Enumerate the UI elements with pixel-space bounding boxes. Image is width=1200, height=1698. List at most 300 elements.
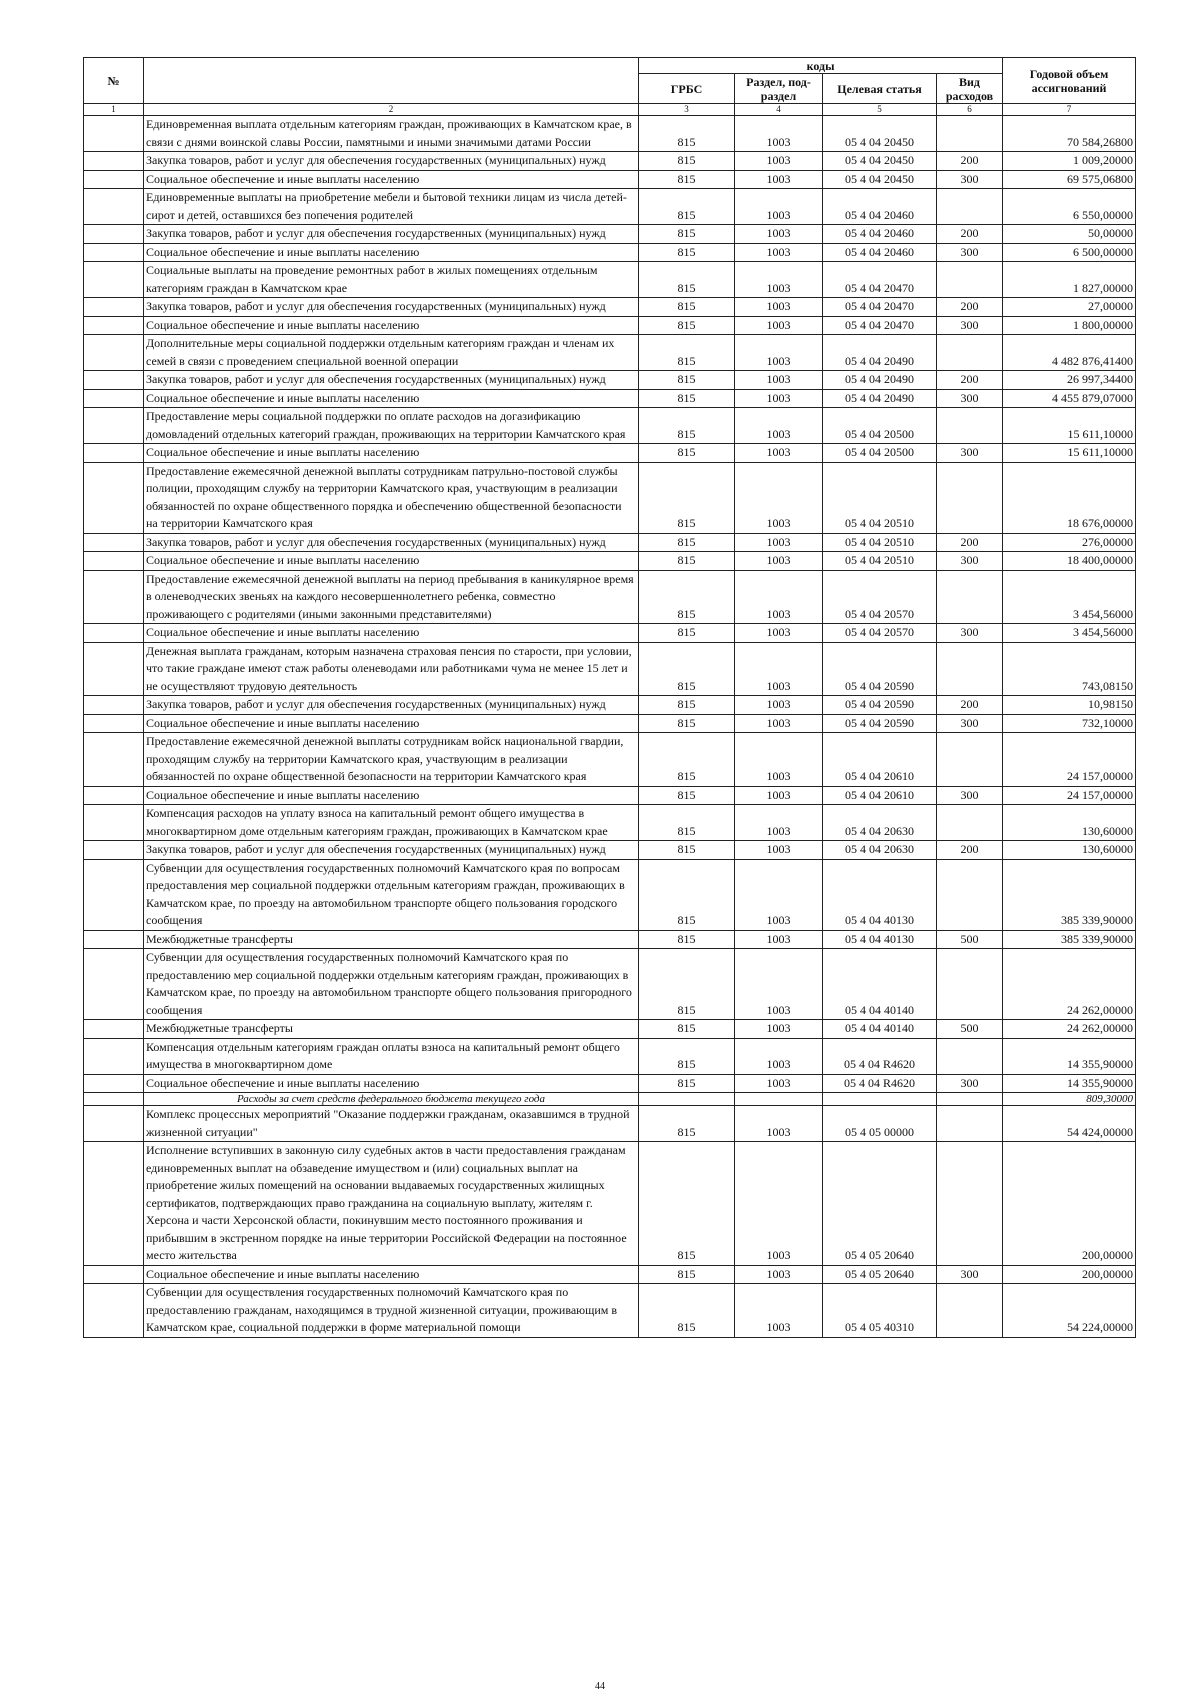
cell-cs: 05 4 05 00000: [823, 1106, 937, 1142]
cell-grbs: 815: [639, 152, 735, 171]
table-row: [84, 1142, 1136, 1266]
cell-grbs: 815: [639, 642, 735, 696]
cell-rz: 1003: [735, 733, 823, 787]
col-number: 4: [735, 104, 823, 116]
cell-desc: Субвенции для осуществления государственных полномочий Камчатского края по вопросам предоставления мер социальной поддержки отдельным категориям граждан, проживающих в Камчатском крае, по проезду на автомобильном транспорте общего пользования городского сообщения: [144, 859, 639, 930]
cell-vr: 200: [937, 371, 1003, 390]
cell-sum: 4 482 876,41400: [1003, 335, 1136, 371]
cell-cs: 05 4 04 20630: [823, 841, 937, 860]
cell-num: [84, 262, 144, 298]
cell-cs: 05 4 04 20510: [823, 533, 937, 552]
cell-rz: 1003: [735, 841, 823, 860]
table-row: [84, 930, 1136, 949]
table-row: [84, 335, 1136, 371]
cell-vr: [937, 1093, 1003, 1106]
cell-num: [84, 408, 144, 444]
cell-cs: 05 4 04 20460: [823, 243, 937, 262]
cell-desc: Социальное обеспечение и иные выплаты населению: [144, 444, 639, 463]
table-row: [84, 462, 1136, 533]
cell-grbs: 815: [639, 243, 735, 262]
table-row: [84, 316, 1136, 335]
cell-num: [84, 335, 144, 371]
cell-grbs: 815: [639, 570, 735, 624]
col-number: 3: [639, 104, 735, 116]
header-annual: Годовой объем ассигнований: [1003, 58, 1136, 104]
cell-grbs: 815: [639, 262, 735, 298]
cell-grbs: 815: [639, 714, 735, 733]
cell-rz: 1003: [735, 189, 823, 225]
cell-rz: 1003: [735, 170, 823, 189]
cell-vr: [937, 189, 1003, 225]
cell-vr: [937, 733, 1003, 787]
cell-cs: 05 4 04 20590: [823, 642, 937, 696]
cell-grbs: 815: [639, 371, 735, 390]
cell-desc: Социальное обеспечение и иные выплаты населению: [144, 1074, 639, 1093]
cell-grbs: 815: [639, 533, 735, 552]
cell-desc: Предоставление ежемесячной денежной выплаты сотрудникам войск национальной гвардии, проходящим службу на территории Камчатского края, участвующим в реализации обязанностей по охране общественной безопасности на территории Камчатского края: [144, 733, 639, 787]
cell-grbs: 815: [639, 170, 735, 189]
cell-num: [84, 225, 144, 244]
cell-vr: [937, 335, 1003, 371]
cell-sum: 4 455 879,07000: [1003, 389, 1136, 408]
cell-cs: 05 4 04 40140: [823, 1020, 937, 1039]
cell-sum: 24 262,00000: [1003, 1020, 1136, 1039]
cell-cs: 05 4 04 20610: [823, 786, 937, 805]
cell-sum: 10,98150: [1003, 696, 1136, 715]
cell-grbs: 815: [639, 389, 735, 408]
table-row: [84, 570, 1136, 624]
cell-cs: 05 4 04 20450: [823, 170, 937, 189]
cell-num: [84, 733, 144, 787]
cell-rz: 1003: [735, 408, 823, 444]
cell-grbs: 815: [639, 1074, 735, 1093]
cell-sum: 130,60000: [1003, 805, 1136, 841]
cell-cs: 05 4 04 R4620: [823, 1038, 937, 1074]
cell-grbs: 815: [639, 1106, 735, 1142]
cell-cs: [823, 1093, 937, 1106]
cell-desc: Закупка товаров, работ и услуг для обеспечения государственных (муниципальных) нужд: [144, 152, 639, 171]
cell-cs: 05 4 04 20470: [823, 316, 937, 335]
cell-rz: 1003: [735, 152, 823, 171]
cell-vr: [937, 642, 1003, 696]
cell-rz: 1003: [735, 316, 823, 335]
cell-num: [84, 841, 144, 860]
cell-num: [84, 949, 144, 1020]
cell-rz: 1003: [735, 1265, 823, 1284]
header-target: Целевая статья: [823, 74, 937, 104]
table-row: [84, 642, 1136, 696]
cell-vr: 200: [937, 841, 1003, 860]
cell-desc: Социальное обеспечение и иные выплаты населению: [144, 786, 639, 805]
cell-grbs: 815: [639, 552, 735, 571]
cell-cs: 05 4 04 20490: [823, 371, 937, 390]
cell-vr: [937, 1284, 1003, 1338]
cell-grbs: 815: [639, 335, 735, 371]
cell-sum: 3 454,56000: [1003, 570, 1136, 624]
table-row: [84, 152, 1136, 171]
cell-rz: 1003: [735, 335, 823, 371]
cell-sum: 6 500,00000: [1003, 243, 1136, 262]
col-number: 2: [144, 104, 639, 116]
cell-cs: 05 4 04 20450: [823, 152, 937, 171]
cell-vr: 300: [937, 1074, 1003, 1093]
cell-desc: Закупка товаров, работ и услуг для обеспечения государственных (муниципальных) нужд: [144, 841, 639, 860]
table-row: [84, 1106, 1136, 1142]
cell-sum: 1 800,00000: [1003, 316, 1136, 335]
cell-desc: Денежная выплата гражданам, которым назначена страховая пенсия по старости, при условии, что такие граждане имеют стаж работы оленеводами или работниками чума не менее 15 лет и не осуществляют трудовую деятельность: [144, 642, 639, 696]
cell-cs: 05 4 04 40140: [823, 949, 937, 1020]
table-row: [84, 552, 1136, 571]
cell-num: [84, 570, 144, 624]
cell-num: [84, 316, 144, 335]
cell-cs: 05 4 05 20640: [823, 1265, 937, 1284]
table-row: [84, 189, 1136, 225]
table-row: [84, 116, 1136, 152]
cell-grbs: 815: [639, 462, 735, 533]
cell-desc: Предоставление меры социальной поддержки по оплате расходов на догазификацию домовладений отдельных категорий граждан, проживающих на территории Камчатского края: [144, 408, 639, 444]
cell-num: [84, 930, 144, 949]
cell-vr: 500: [937, 930, 1003, 949]
cell-rz: 1003: [735, 714, 823, 733]
header-num: №: [84, 58, 144, 104]
cell-num: [84, 1074, 144, 1093]
cell-desc: Закупка товаров, работ и услуг для обеспечения государственных (муниципальных) нужд: [144, 696, 639, 715]
table-row: [84, 408, 1136, 444]
cell-cs: 05 4 04 20590: [823, 714, 937, 733]
cell-desc: Закупка товаров, работ и услуг для обеспечения государственных (муниципальных) нужд: [144, 533, 639, 552]
cell-desc: Компенсация расходов на уплату взноса на капитальный ремонт общего имущества в многоквартирном доме отдельным категориям граждан, проживающих в Камчатском крае: [144, 805, 639, 841]
cell-vr: 300: [937, 243, 1003, 262]
header-blank: [144, 58, 639, 104]
table-row: [84, 225, 1136, 244]
cell-rz: 1003: [735, 805, 823, 841]
cell-rz: 1003: [735, 696, 823, 715]
cell-cs: 05 4 05 20640: [823, 1142, 937, 1266]
cell-sum: 1 827,00000: [1003, 262, 1136, 298]
cell-grbs: [639, 1093, 735, 1106]
cell-desc: Комплекс процессных мероприятий "Оказание поддержки гражданам, оказавшимся в трудной жизненной ситуации": [144, 1106, 639, 1142]
cell-grbs: 815: [639, 116, 735, 152]
cell-num: [84, 552, 144, 571]
cell-vr: [937, 1038, 1003, 1074]
cell-sum: 743,08150: [1003, 642, 1136, 696]
cell-num: [84, 1106, 144, 1142]
cell-sum: 385 339,90000: [1003, 859, 1136, 930]
cell-vr: [937, 859, 1003, 930]
cell-sum: 26 997,34400: [1003, 371, 1136, 390]
cell-rz: 1003: [735, 225, 823, 244]
cell-num: [84, 1020, 144, 1039]
cell-num: [84, 696, 144, 715]
cell-grbs: 815: [639, 316, 735, 335]
table-row: [84, 1265, 1136, 1284]
cell-desc: Социальное обеспечение и иные выплаты населению: [144, 316, 639, 335]
cell-rz: 1003: [735, 298, 823, 317]
cell-sum: 50,00000: [1003, 225, 1136, 244]
cell-vr: 500: [937, 1020, 1003, 1039]
cell-sum: 6 550,00000: [1003, 189, 1136, 225]
cell-num: [84, 624, 144, 643]
cell-vr: 300: [937, 1265, 1003, 1284]
cell-cs: 05 4 04 20610: [823, 733, 937, 787]
cell-sum: 200,00000: [1003, 1142, 1136, 1266]
header-exp-type: Вид расходов: [937, 74, 1003, 104]
cell-sum: 24 157,00000: [1003, 786, 1136, 805]
cell-cs: 05 4 04 20570: [823, 624, 937, 643]
cell-cs: 05 4 05 40310: [823, 1284, 937, 1338]
cell-grbs: 815: [639, 930, 735, 949]
cell-rz: 1003: [735, 462, 823, 533]
cell-num: [84, 786, 144, 805]
cell-desc: Социальное обеспечение и иные выплаты населению: [144, 624, 639, 643]
cell-desc: Социальное обеспечение и иные выплаты населению: [144, 389, 639, 408]
cell-sum: 200,00000: [1003, 1265, 1136, 1284]
table-row: [84, 624, 1136, 643]
cell-desc: Социальное обеспечение и иные выплаты населению: [144, 714, 639, 733]
cell-grbs: 815: [639, 1265, 735, 1284]
cell-vr: 300: [937, 170, 1003, 189]
cell-rz: 1003: [735, 786, 823, 805]
table-row: [84, 262, 1136, 298]
cell-rz: 1003: [735, 262, 823, 298]
page-number: 44: [595, 1681, 605, 1692]
table-row: [84, 371, 1136, 390]
cell-vr: 200: [937, 533, 1003, 552]
table-row: [84, 714, 1136, 733]
cell-desc: Исполнение вступивших в законную силу судебных актов в части предоставления гражданам единовременных выплат на обзаведение имуществом и (или) социальных выплат на приобретение жилых помещений на основании выдаваемых государственных жилищных сертификатов, подтверждающих право гражданина на социальную выплату, жителям г. Херсона и части Херсонской области, покинувшим место постоянного проживания и прибывшим в экстренном порядке на иные территории Российской Федерации на постоянное место жительства: [144, 1142, 639, 1266]
cell-rz: 1003: [735, 1038, 823, 1074]
cell-grbs: 815: [639, 786, 735, 805]
cell-cs: 05 4 04 40130: [823, 930, 937, 949]
cell-sum: 130,60000: [1003, 841, 1136, 860]
table-body: [84, 116, 1136, 1338]
cell-rz: 1003: [735, 533, 823, 552]
cell-rz: 1003: [735, 859, 823, 930]
cell-sum: 24 157,00000: [1003, 733, 1136, 787]
cell-sum: 18 400,00000: [1003, 552, 1136, 571]
budget-table-container: [83, 57, 1135, 1338]
header-codes: коды: [639, 58, 1003, 74]
cell-num: [84, 243, 144, 262]
cell-vr: 300: [937, 389, 1003, 408]
cell-num: [84, 152, 144, 171]
cell-rz: 1003: [735, 1106, 823, 1142]
cell-desc: Компенсация отдельным категориям граждан оплаты взноса на капитальный ремонт общего имущества в многоквартирном доме: [144, 1038, 639, 1074]
table-row: [84, 444, 1136, 463]
cell-rz: 1003: [735, 444, 823, 463]
cell-grbs: 815: [639, 696, 735, 715]
table-row: [84, 170, 1136, 189]
cell-vr: 200: [937, 152, 1003, 171]
col-number: 7: [1003, 104, 1136, 116]
cell-grbs: 815: [639, 408, 735, 444]
cell-vr: 300: [937, 316, 1003, 335]
table-row: [84, 1093, 1136, 1106]
cell-sum: 1 009,20000: [1003, 152, 1136, 171]
cell-sum: 732,10000: [1003, 714, 1136, 733]
cell-grbs: 815: [639, 624, 735, 643]
cell-rz: 1003: [735, 570, 823, 624]
cell-desc: Субвенции для осуществления государственных полномочий Камчатского края по предоставлению мер социальной поддержки отдельным категориям граждан, проживающих в Камчатском крае, по проезду на автомобильном транспорте общего пользования пригородного сообщения: [144, 949, 639, 1020]
cell-cs: 05 4 04 20470: [823, 262, 937, 298]
cell-desc: Социальное обеспечение и иные выплаты населению: [144, 243, 639, 262]
cell-num: [84, 642, 144, 696]
cell-cs: 05 4 04 20490: [823, 335, 937, 371]
cell-grbs: 815: [639, 298, 735, 317]
cell-num: [84, 298, 144, 317]
cell-sum: 27,00000: [1003, 298, 1136, 317]
cell-vr: 200: [937, 696, 1003, 715]
cell-vr: 300: [937, 624, 1003, 643]
cell-rz: 1003: [735, 1074, 823, 1093]
cell-sum: 69 575,06800: [1003, 170, 1136, 189]
cell-rz: 1003: [735, 949, 823, 1020]
cell-vr: [937, 1142, 1003, 1266]
table-row: [84, 243, 1136, 262]
cell-cs: 05 4 04 40130: [823, 859, 937, 930]
table-row: [84, 389, 1136, 408]
cell-rz: 1003: [735, 552, 823, 571]
cell-rz: 1003: [735, 116, 823, 152]
cell-desc: Социальное обеспечение и иные выплаты населению: [144, 552, 639, 571]
cell-vr: 200: [937, 225, 1003, 244]
cell-grbs: 815: [639, 1284, 735, 1338]
cell-desc: Единовременная выплата отдельным категориям граждан, проживающих в Камчатском крае, в связи с днями воинской славы России, памятными и иными значимыми датами России: [144, 116, 639, 152]
cell-desc: Расходы за счет средств федерального бюджета текущего года: [144, 1093, 639, 1106]
cell-cs: 05 4 04 20570: [823, 570, 937, 624]
cell-rz: 1003: [735, 642, 823, 696]
cell-grbs: 815: [639, 1020, 735, 1039]
cell-cs: 05 4 04 20630: [823, 805, 937, 841]
header-grbs: ГРБС: [639, 74, 735, 104]
cell-cs: 05 4 04 20510: [823, 552, 937, 571]
cell-grbs: 815: [639, 859, 735, 930]
cell-num: [84, 189, 144, 225]
cell-vr: [937, 1106, 1003, 1142]
cell-desc: Предоставление ежемесячной денежной выплаты сотрудникам патрульно-постовой службы полиции, проходящим службу на территории Камчатского края, участвующим в реализации обязанностей по охране общественного порядка и обеспечению общественной безопасности на территории Камчатского края: [144, 462, 639, 533]
cell-desc: Закупка товаров, работ и услуг для обеспечения государственных (муниципальных) нужд: [144, 298, 639, 317]
cell-sum: 14 355,90000: [1003, 1074, 1136, 1093]
table-row: [84, 1020, 1136, 1039]
table-row: [84, 805, 1136, 841]
cell-desc: Дополнительные меры социальной поддержки отдельным категориям граждан и членам их семей в связи с проведением специальной военной операции: [144, 335, 639, 371]
cell-sum: 15 611,10000: [1003, 444, 1136, 463]
cell-cs: 05 4 04 20470: [823, 298, 937, 317]
cell-cs: 05 4 04 20460: [823, 225, 937, 244]
cell-num: [84, 116, 144, 152]
table-row: [84, 696, 1136, 715]
table-row: [84, 859, 1136, 930]
cell-num: [84, 371, 144, 390]
cell-sum: 385 339,90000: [1003, 930, 1136, 949]
cell-rz: 1003: [735, 624, 823, 643]
cell-rz: 1003: [735, 389, 823, 408]
cell-sum: 24 262,00000: [1003, 949, 1136, 1020]
cell-vr: [937, 805, 1003, 841]
table-row: [84, 298, 1136, 317]
cell-rz: 1003: [735, 930, 823, 949]
cell-rz: 1003: [735, 1284, 823, 1338]
cell-desc: Единовременные выплаты на приобретение мебели и бытовой техники лицам из числа детей-сирот и детей, оставшихся без попечения родителей: [144, 189, 639, 225]
cell-rz: 1003: [735, 1142, 823, 1266]
cell-num: [84, 444, 144, 463]
cell-num: [84, 1284, 144, 1338]
cell-sum: 54 224,00000: [1003, 1284, 1136, 1338]
cell-grbs: 815: [639, 1038, 735, 1074]
cell-vr: [937, 570, 1003, 624]
cell-num: [84, 1038, 144, 1074]
cell-sum: 54 424,00000: [1003, 1106, 1136, 1142]
cell-sum: 15 611,10000: [1003, 408, 1136, 444]
col-number: 1: [84, 104, 144, 116]
cell-desc: Закупка товаров, работ и услуг для обеспечения государственных (муниципальных) нужд: [144, 371, 639, 390]
cell-desc: Субвенции для осуществления государственных полномочий Камчатского края по предоставлению гражданам, находящимся в трудной жизненной ситуации, проживающим в Камчатском крае, социальной поддержки в форме материальной помощи: [144, 1284, 639, 1338]
table-header: [84, 58, 1136, 116]
cell-vr: [937, 462, 1003, 533]
cell-vr: 200: [937, 298, 1003, 317]
cell-cs: 05 4 04 20510: [823, 462, 937, 533]
table-row: [84, 786, 1136, 805]
table-row: [84, 841, 1136, 860]
cell-num: [84, 805, 144, 841]
cell-cs: 05 4 04 20490: [823, 389, 937, 408]
cell-cs: 05 4 04 20450: [823, 116, 937, 152]
cell-desc: Предоставление ежемесячной денежной выплаты на период пребывания в каникулярное время в оленеводческих звеньях на каждого несовершеннолетнего ребенка, совместно проживающего с родителями (иными законными представителями): [144, 570, 639, 624]
cell-cs: 05 4 04 20590: [823, 696, 937, 715]
cell-vr: 300: [937, 714, 1003, 733]
cell-grbs: 815: [639, 189, 735, 225]
cell-desc: Межбюджетные трансферты: [144, 930, 639, 949]
cell-num: [84, 533, 144, 552]
cell-grbs: 815: [639, 733, 735, 787]
cell-desc: Социальные выплаты на проведение ремонтных работ в жилых помещениях отдельным категориям граждан в Камчатском крае: [144, 262, 639, 298]
cell-grbs: 815: [639, 841, 735, 860]
cell-desc: Закупка товаров, работ и услуг для обеспечения государственных (муниципальных) нужд: [144, 225, 639, 244]
cell-cs: 05 4 04 20460: [823, 189, 937, 225]
cell-vr: [937, 262, 1003, 298]
cell-num: [84, 389, 144, 408]
cell-sum: 809,30000: [1003, 1093, 1136, 1106]
cell-desc: Социальное обеспечение и иные выплаты населению: [144, 170, 639, 189]
cell-vr: [937, 949, 1003, 1020]
cell-cs: 05 4 04 20500: [823, 444, 937, 463]
budget-table: [83, 57, 1136, 1338]
cell-desc: Межбюджетные трансферты: [144, 1020, 639, 1039]
cell-num: [84, 1265, 144, 1284]
cell-rz: 1003: [735, 371, 823, 390]
col-number: 6: [937, 104, 1003, 116]
cell-vr: 300: [937, 552, 1003, 571]
col-number: 5: [823, 104, 937, 116]
cell-grbs: 815: [639, 1142, 735, 1266]
table-row: [84, 1074, 1136, 1093]
cell-sum: 276,00000: [1003, 533, 1136, 552]
cell-num: [84, 1142, 144, 1266]
table-row: [84, 733, 1136, 787]
cell-sum: 70 584,26800: [1003, 116, 1136, 152]
cell-sum: 3 454,56000: [1003, 624, 1136, 643]
cell-desc: Социальное обеспечение и иные выплаты населению: [144, 1265, 639, 1284]
table-row: [84, 949, 1136, 1020]
cell-sum: 14 355,90000: [1003, 1038, 1136, 1074]
table-row: [84, 533, 1136, 552]
cell-grbs: 815: [639, 805, 735, 841]
cell-rz: [735, 1093, 823, 1106]
cell-cs: 05 4 04 20500: [823, 408, 937, 444]
table-row: [84, 1284, 1136, 1338]
cell-cs: 05 4 04 R4620: [823, 1074, 937, 1093]
cell-grbs: 815: [639, 949, 735, 1020]
